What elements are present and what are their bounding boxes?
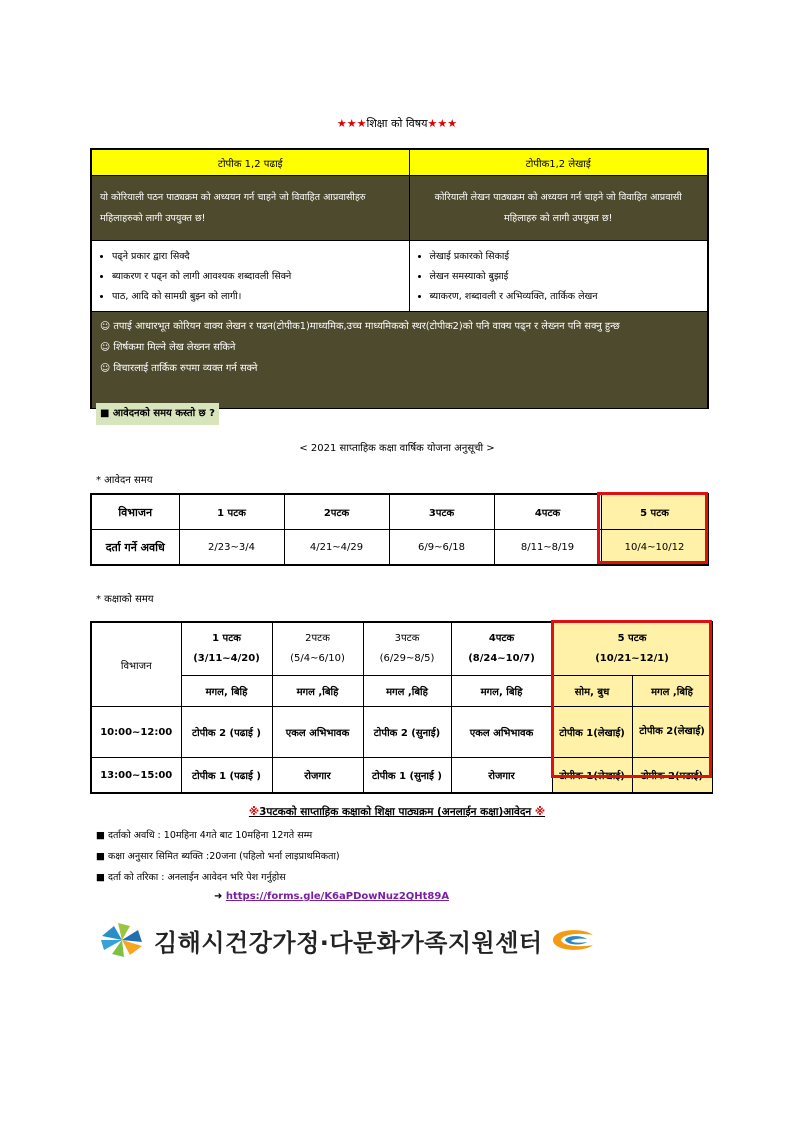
schedule-days: मगल, बिहि xyxy=(451,676,552,707)
schedule-days: मगल ,बिहि xyxy=(272,676,363,707)
schedule-cell: एकल अभिभावक xyxy=(451,707,552,758)
period-date: 2/23~3/4 xyxy=(179,530,284,566)
info-line: ■ दर्ता को तरिका : अनलाईन आवेदन भरि पेश गर्नुहोस xyxy=(96,872,286,883)
schedule-cell: टोपीक 1 (सुनाई ) xyxy=(363,758,451,794)
schedule-cell: टोपीक 1(लेखाई) xyxy=(552,758,632,794)
subject-col1-header: टोपीक 1,2 पढाई xyxy=(91,149,409,176)
schedule-days: मगल ,बिहि xyxy=(363,676,451,707)
period-label: दर्ता गर्ने अवधि xyxy=(91,530,179,566)
title-stars-left: ★★★ xyxy=(336,117,367,130)
schedule-session: 3पटक (6/29~8/5) xyxy=(363,622,451,676)
center-logo xyxy=(96,922,599,958)
schedule-session: 2पटक (5/4~6/10) xyxy=(272,622,363,676)
subject-col1-list xyxy=(91,241,409,312)
schedule-cell: टोपीक 1(लेखाई) xyxy=(552,707,632,758)
subject-table xyxy=(90,148,709,409)
title-stars-right: ★★★ xyxy=(427,117,458,130)
arrow-icon: ➜ xyxy=(214,891,223,902)
summary-line: ☺ विचारलाई तार्किक रुपमा व्यक्त गर्न सक्ने xyxy=(100,363,258,374)
period-session: 4पटक xyxy=(494,494,601,530)
schedule-cell: टोपीक 2(पढाई) xyxy=(632,758,712,794)
period-date: 6/9~6/18 xyxy=(389,530,494,566)
period-date: 10/4~10/12 xyxy=(601,530,708,566)
list-item: • ब्याकरण र पढ्न को लागी आवश्यक शब्दावली सिक्ने xyxy=(112,267,403,287)
subject-col2-list xyxy=(409,241,708,312)
subject-summary xyxy=(91,312,708,409)
schedule-session: 1 पटक (3/11~4/20) xyxy=(181,622,272,676)
summary-line: ☺ तपाई आधारभूत कोरियन वाक्य लेखन र पढन(टोपीक1)माध्यमिक,उच्च माध्यमिकको स्थर(टोपीक2)को पनि वाक्य पढ्न र लेख्नन पनि सक्नु हुन्छ xyxy=(100,321,620,332)
summary-line: ☺ शिर्षकमा मिल्ने लेख लेख्नन सकिने xyxy=(100,342,236,353)
center-logo-text: 김해시건강가정·다문화가족지원센터 xyxy=(154,928,543,957)
list-item: • पढ्ने प्रकार द्वारा सिक्दै xyxy=(112,247,403,267)
application-link[interactable]: https://forms.gle/K6aPDowNuz2QHt89A xyxy=(225,891,450,902)
title-text: शिक्षा को विषय xyxy=(366,117,428,130)
highlight-box xyxy=(597,492,708,564)
period-session: 5 पटक xyxy=(601,494,708,530)
page-title xyxy=(0,116,794,131)
schedule-session: 4पटक (8/24~10/7) xyxy=(451,622,552,676)
schedule-cell: टोपीक 1 (पढाई ) xyxy=(181,758,272,794)
pinwheel-logo-icon xyxy=(96,922,148,958)
application-section-label: * आवेदन समय xyxy=(96,475,153,486)
highlight-box xyxy=(551,620,712,778)
subject-col2-header: टोपीक1,2 लेखाई xyxy=(409,149,708,176)
schedule-cell: टोपीक 2 (सुनाई) xyxy=(363,707,451,758)
period-date: 8/11~8/19 xyxy=(494,530,601,566)
list-item: • लेखाई प्रकारको सिकाई xyxy=(430,247,702,267)
schedule-days: मगल ,बिहि xyxy=(632,676,712,707)
schedule-cell: एकल अभिभावक xyxy=(272,707,363,758)
period-date: 4/21~4/29 xyxy=(284,530,389,566)
period-session: 2पटक xyxy=(284,494,389,530)
plan-title: < 2021 साप्ताहिक कक्षा वार्षिक योजना अनुसूची > xyxy=(299,443,495,454)
info-line: ■ कक्षा अनुसार सिमित ब्यक्ति :20जना (पहिलो भर्ना लाइप्राथमिकता) xyxy=(96,851,340,862)
schedule-cell: टोपीक 2 (पढाई ) xyxy=(181,707,272,758)
schedule-cell: रोजगार xyxy=(451,758,552,794)
schedule-days: मगल, बिहि xyxy=(181,676,272,707)
schedule-session: 5 पटक (10/21~12/1) xyxy=(552,622,712,676)
family-swirl-logo-icon xyxy=(547,925,599,955)
schedule-days: सोम, बुध xyxy=(552,676,632,707)
schedule-cell: रोजगार xyxy=(272,758,363,794)
application-question: ■ आवेदनको समय कस्तो छ ? xyxy=(96,403,219,425)
online-course-title: ※3पटकको साप्ताहिक कक्षाको शिक्षा पाठ्यक्रम (अनलाईन कक्षा)आवेदन ※ xyxy=(248,806,546,818)
subject-col2-desc: कोरियाली लेखन पाठ्यक्रम को अध्ययन गर्न चाहने जो विवाहित आप्रवासी महिलाहरु को लागी उपयुक्त छ! xyxy=(409,176,708,241)
subject-col1-desc: यो कोरियाली पठन पाठ्यक्रम को अध्ययन गर्न चाहने जो विवाहित आप्रवासीहरु महिलाहरुको लागी उपयुक्त छ! xyxy=(91,176,409,241)
period-session: 3पटक xyxy=(389,494,494,530)
schedule-time: 13:00~15:00 xyxy=(91,758,181,794)
list-item: • पाठ, आदि को सामग्री बुझ्न को लागी। xyxy=(112,287,403,307)
schedule-cell: टोपीक 2(लेखाई) xyxy=(632,707,712,758)
period-row-label: विभाजन xyxy=(91,494,179,530)
list-item: • ब्याकरण, शब्दावली र अभिव्यक्ति, तार्किक लेखन xyxy=(430,287,702,307)
application-link-row xyxy=(214,891,449,902)
schedule-time: 10:00~12:00 xyxy=(91,707,181,758)
list-item: • लेखन समस्याको बुझाई xyxy=(430,267,702,287)
period-session: 1 पटक xyxy=(179,494,284,530)
schedule-row-label: विभाजन xyxy=(91,622,181,707)
info-line: ■ दर्ताको अवधि : 10महिना 4गते बाट 10महिना 12गते सम्म xyxy=(96,830,313,841)
schedule-section-label: * कक्षाको समय xyxy=(96,594,154,605)
